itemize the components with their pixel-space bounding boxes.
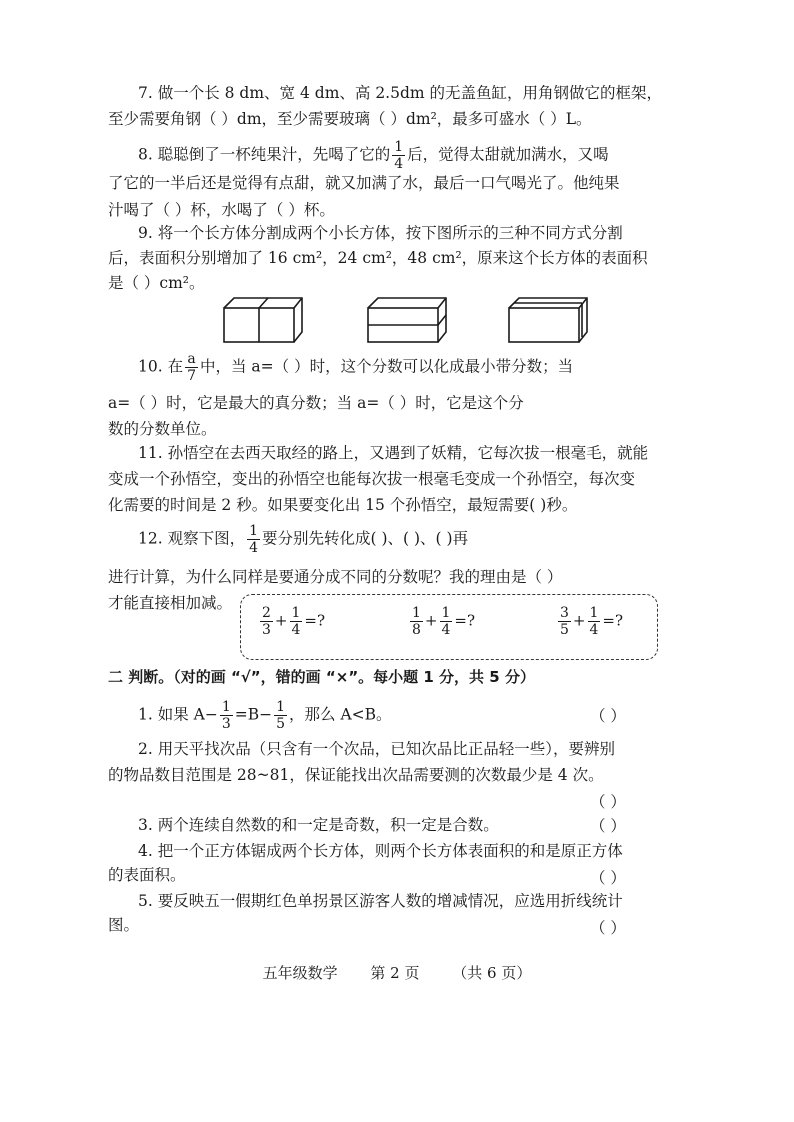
footer-subject: 五年级数学 <box>262 964 338 982</box>
q8-line3: 汁喝了（ ）杯，水喝了（ ）杯。 <box>108 201 335 219</box>
q11-line2: 变成一个孙悟空，变出的孙悟空也能每次拔一根毫毛变成一个孙悟空，每次变 <box>108 470 636 488</box>
q9-line1: 9. 将一个长方体分割成两个小长方体，按下图所示的三种不同方式分割 <box>138 224 623 242</box>
q11-line1: 11. 孙悟空在去西天取经的路上，又遇到了妖精，它每次拔一根毫毛，就能 <box>138 444 649 462</box>
q12-line1 <box>138 524 468 555</box>
q10-text: 10. 在 <box>138 357 184 376</box>
q8-line2: 了它的一半后还是觉得有点甜，就又加满了水，最后一口气喝光了。他纯果 <box>108 174 620 192</box>
judge-1: 1. 如果 A− $\frac{1}{3}$ =B− $\frac{1}{5}$ ，那么 A<B。 <box>138 699 392 732</box>
q8-line1 <box>138 140 609 171</box>
judge-4-answer[interactable]: （ ） <box>590 869 626 887</box>
judge-5-line1: 5. 要反映五一假期红色单拐景区游客人数的增减情况，应选用折线统计 <box>138 892 623 910</box>
judge-4-line2: 的表面积。 <box>108 866 186 884</box>
fraction: $\frac{1}{4}$ <box>394 139 404 172</box>
cuboid-split-vertical <box>222 296 304 344</box>
q8-text: 8. 聪聪倒了一杯纯果汁，先喝了它的 <box>138 145 391 164</box>
fraction: $\frac{1}{4}$ <box>249 523 258 556</box>
judge-3: 3. 两个连续自然数的和一定是奇数，积一定是合数。 <box>138 816 499 834</box>
q12-line2: 进行计算，为什么同样是要通分成不同的分数呢？我的理由是（ ） <box>108 568 563 586</box>
fraction: $\frac{a}{7}$ <box>187 351 196 384</box>
judge-2-answer[interactable]: （ ） <box>590 793 626 811</box>
expression-3: $\frac{3}{5}$ + $\frac{1}{4}$ =? <box>560 605 624 638</box>
expression-1: $\frac{2}{3}$ + $\frac{1}{4}$ =? <box>262 605 326 638</box>
judge-5-answer[interactable]: （ ） <box>590 919 626 937</box>
q10-text-post: 中，当 a=（ ）时，这个分数可以化成最小带分数；当 <box>200 357 574 376</box>
footer-total: （共 6 页） <box>452 964 532 982</box>
section2-title: 二 判断。（对的画 “√”，错的画 “×”。每小题 1 分，共 5 分） <box>108 668 535 686</box>
judge-3-answer[interactable]: （ ） <box>590 817 626 835</box>
judge-5-line2: 图。 <box>108 916 140 934</box>
q11-line3: 化需要的时间是 2 秒。如果要变化出 15 个孙悟空，最短需要( )秒。 <box>108 496 578 514</box>
q12-line3: 才能直接相加减。 <box>108 594 233 612</box>
q8-text-post: 后，觉得太甜就加满水，又喝 <box>407 145 609 164</box>
cuboid-split-depth <box>507 296 589 344</box>
judge-4-line1: 4. 把一个正方体锯成两个长方体，则两个长方体表面积的和是原正方体 <box>138 842 623 860</box>
footer-page: 第 2 页 <box>370 964 420 982</box>
q9-line3: 是（ ）cm²。 <box>108 274 205 292</box>
judge-2-line2: 的物品数目范围是 28~81，保证能找出次品需要测的次数最少是 4 次。 <box>108 766 604 784</box>
q10-line1 <box>138 352 573 383</box>
page-footer <box>0 962 794 983</box>
q7-line1: 7. 做一个长 8 dm、宽 4 dm、高 2.5dm 的无盖鱼缸，用角钢做它的框架， <box>138 84 663 102</box>
q12-text: 12. 观察下图， <box>138 529 246 548</box>
q10-line3: 数的分数单位。 <box>108 420 217 438</box>
expression-2: $\frac{1}{8}$ + $\frac{1}{4}$ =? <box>412 605 476 638</box>
judge-1-answer[interactable]: （ ） <box>590 707 626 725</box>
q12-text-post: 要分别先转化成( )、( )、( )再 <box>262 529 469 548</box>
cuboid-split-horizontal <box>366 296 448 344</box>
judge-2-line1: 2. 用天平找次品（只含有一个次品，已知次品比正品轻一些），要辨别 <box>138 740 615 758</box>
q10-line2: a=（ ）时，它是最大的真分数；当 a=（ ）时，它是这个分 <box>108 394 524 412</box>
q9-line2: 后，表面积分别增加了 16 cm²，24 cm²，48 cm²，原来这个长方体的表面积 <box>108 249 648 267</box>
q7-line2: 至少需要角钢（ ）dm，至少需要玻璃（ ）dm²，最多可盛水（ ）L。 <box>108 110 592 128</box>
